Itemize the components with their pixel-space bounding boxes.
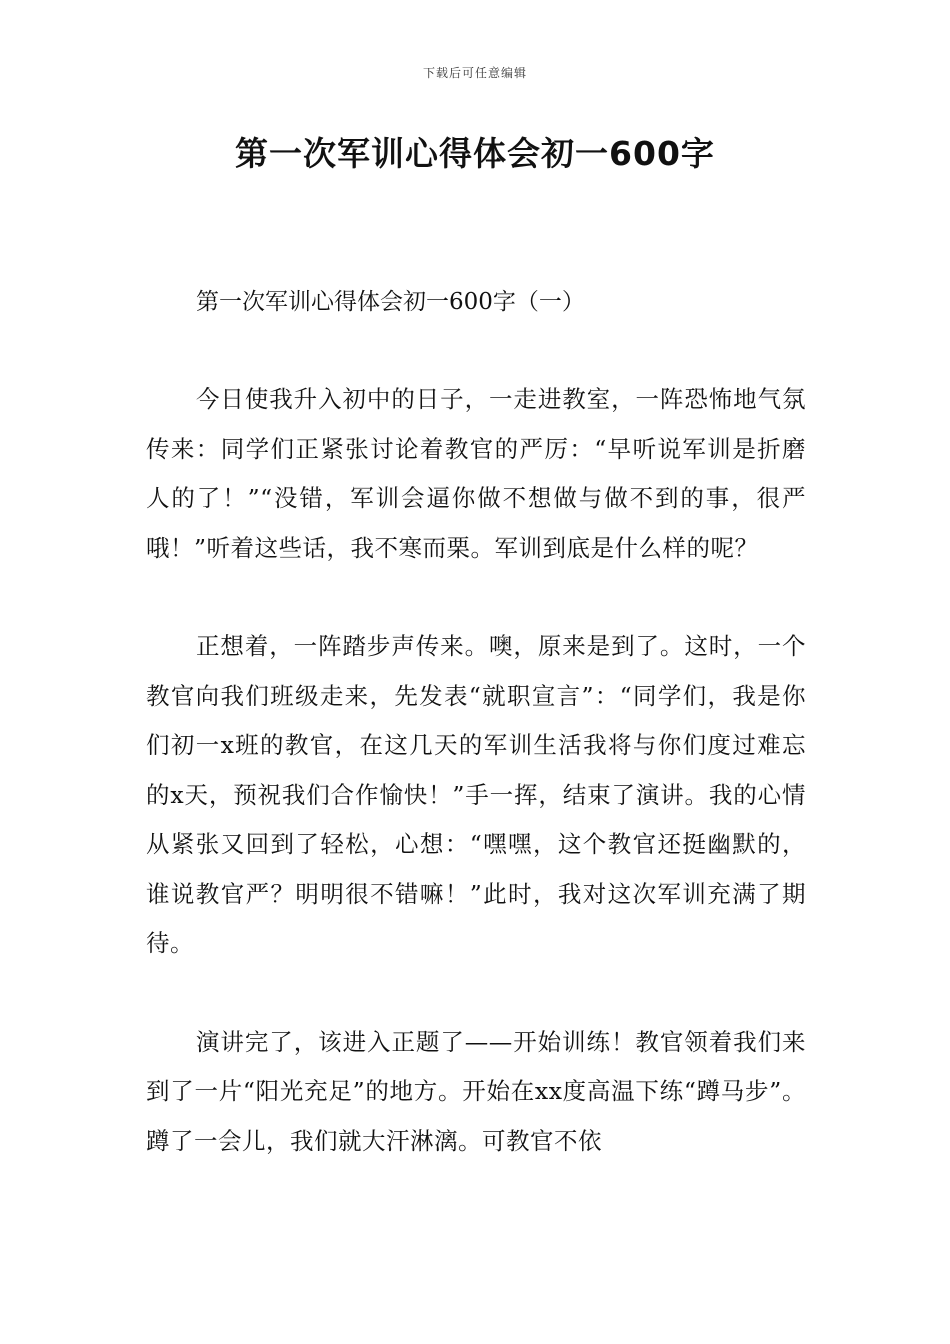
document-title: 第一次军训心得体会初一600字 (235, 134, 715, 173)
section-subtitle: 第一次军训心得体会初一600字（一） (196, 289, 585, 315)
document-body (146, 278, 806, 1215)
header-note: 下载后可任意编辑 (422, 66, 527, 80)
paragraph-2: 正想着，一阵踏步声传来。噢，原来是到了。这时，一个教官向我们班级走来，先发表“就职宣言”：“同学们，我是你们初一x班的教官，在这几天的军训生活我将与你们度过难忘的x天，预祝我们合作愉快！”手一挥，结束了演讲。我的心情从紧张又回到了轻松，心想：“嘿嘿，这个教官还挺幽默的，谁说教官严？明明很不错嘛！”此时，我对这次军训充满了期待。 (146, 632, 806, 957)
paragraph-1: 今日使我升入初中的日子，一走进教室，一阵恐怖地气氛传来：同学们正紧张讨论着教官的严厉：“早听说军训是折磨人的了！”“没错，军训会逼你做不想做与做不到的事，很严哦！”听着这些话，我不寒而栗。军训到底是什么样的呢？ (146, 385, 806, 562)
paragraph-3: 演讲完了，该进入正题了——开始训练！教官领着我们来到了一片“阳光充足”的地方。开始在xx度高温下练“蹲马步”。蹲了一会儿，我们就大汗淋漓。可教官不依 (146, 1027, 806, 1155)
